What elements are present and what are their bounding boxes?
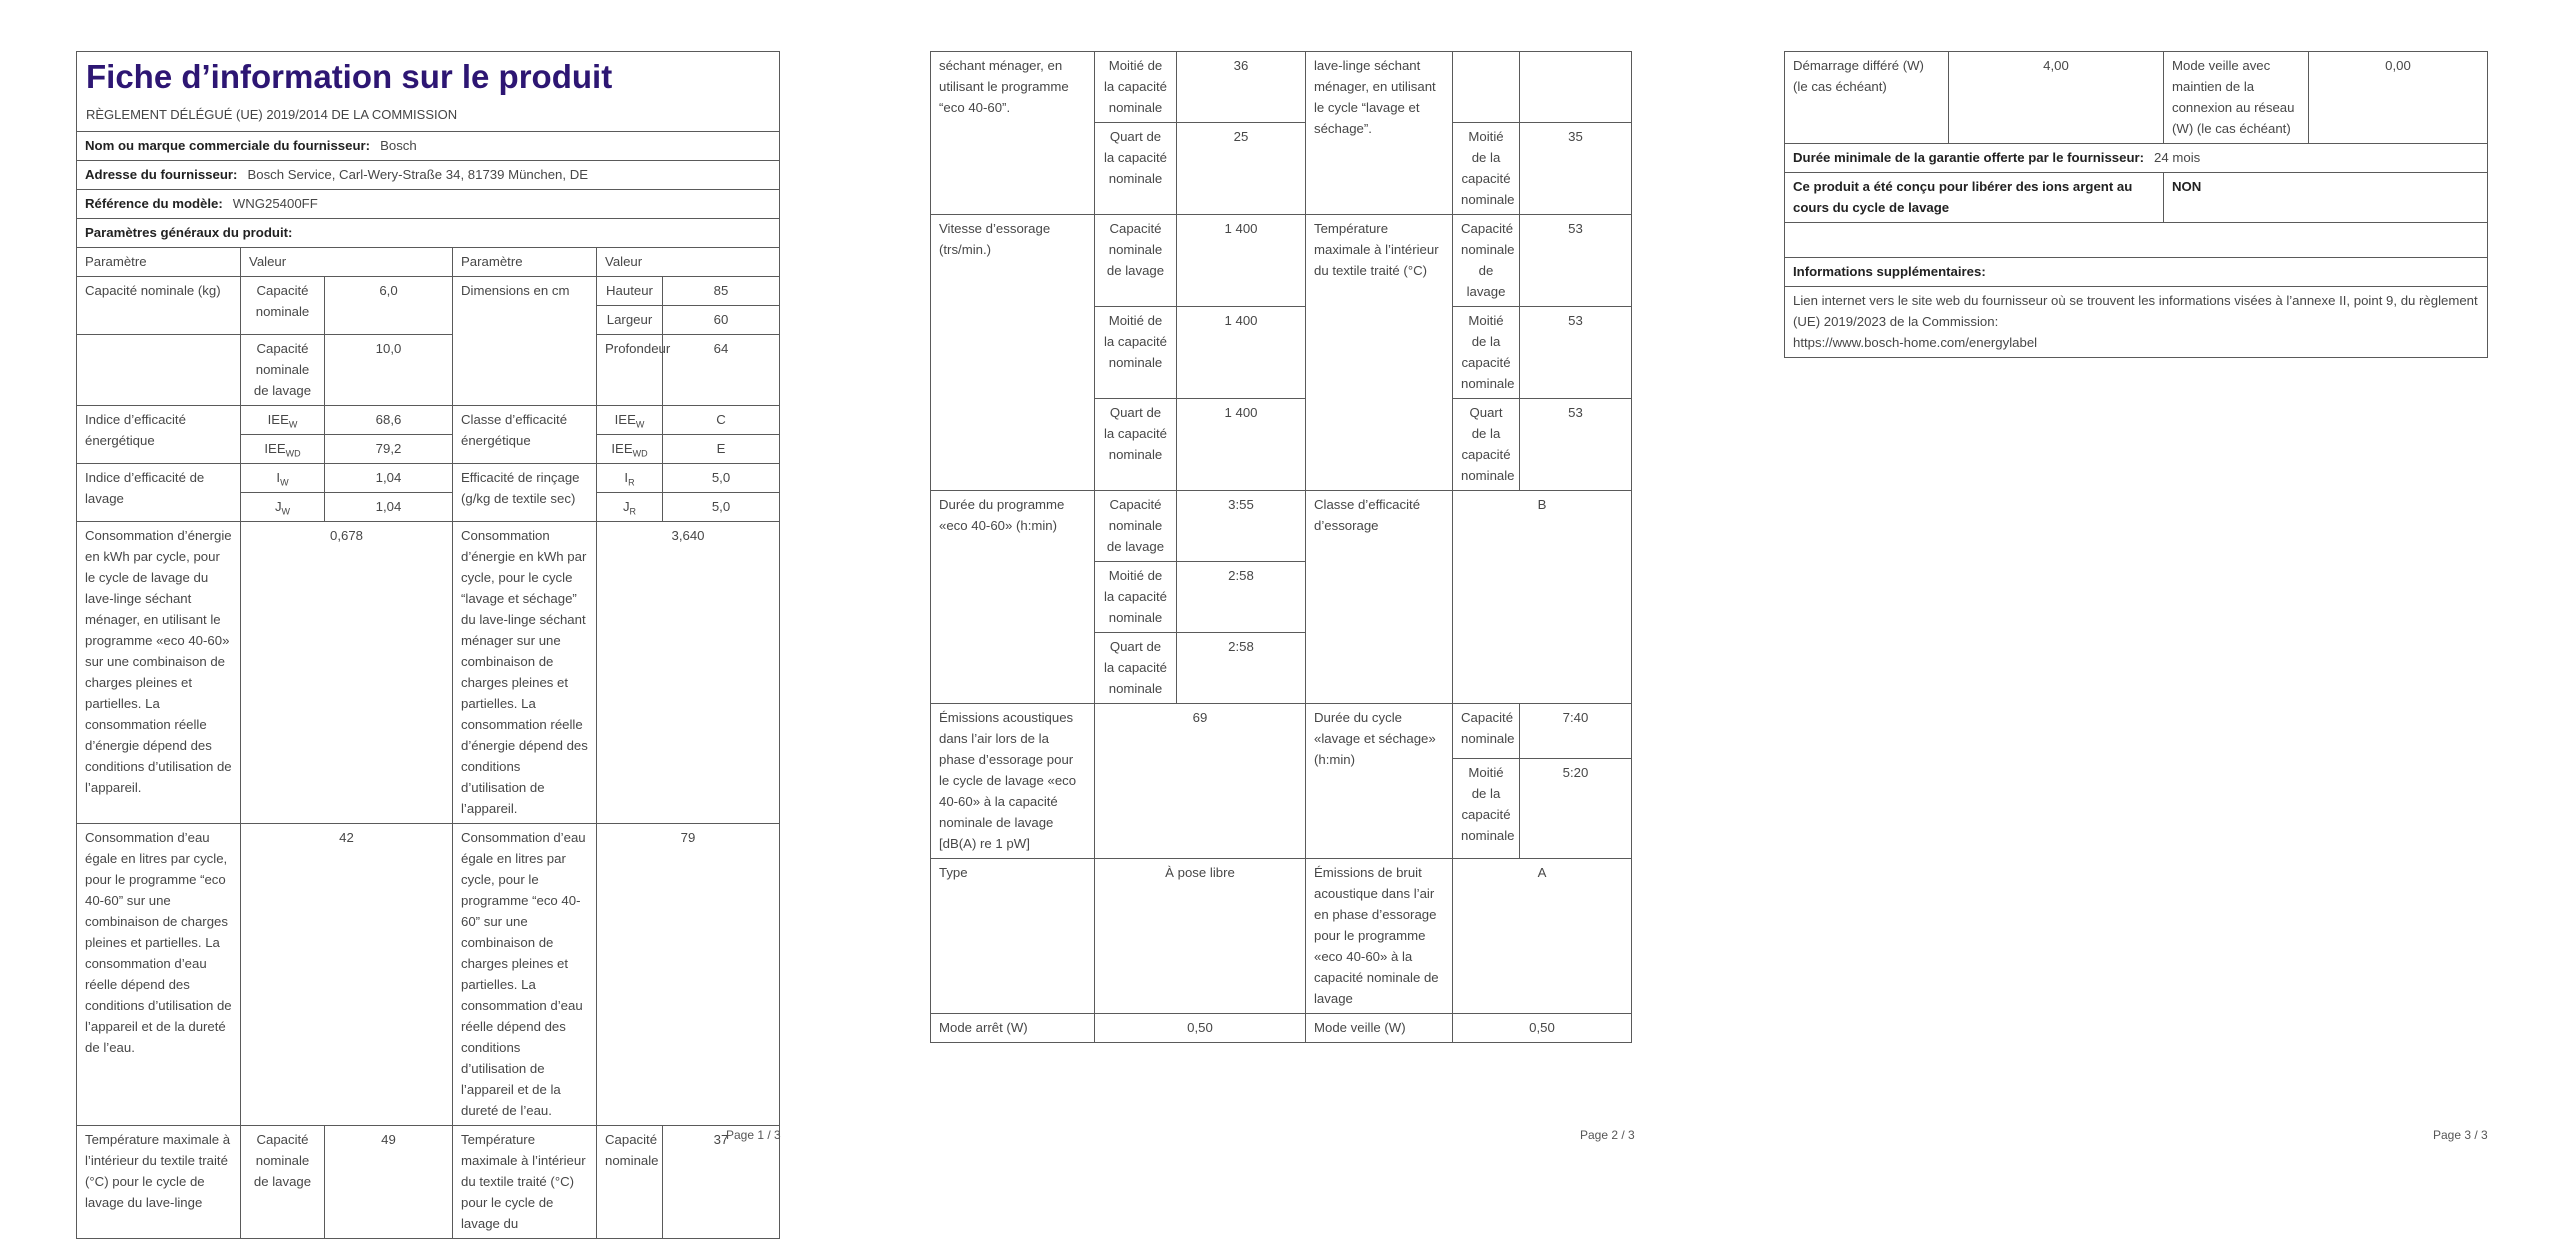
energy-w-value: 0,678 xyxy=(241,522,453,824)
rinse-i-symbol: $I_R$ xyxy=(597,464,663,493)
spin-cap-sub: Capacité nominale de lavage xyxy=(1095,215,1177,307)
off-mode-label: Mode arrêt (W) xyxy=(931,1014,1095,1043)
class-wd-symbol: $IEE_{WD}$ xyxy=(597,435,663,464)
class-w-symbol: $IEE_W$ xyxy=(597,406,663,435)
temp-wd-sub: Capacité nominale xyxy=(597,1126,663,1239)
temp-wd-half-value: 35 xyxy=(1520,123,1632,215)
noise-value: 69 xyxy=(1095,704,1306,859)
temp-wd-blank xyxy=(1453,52,1520,123)
link-description: Lien internet vers le site web du fournisseur où se trouvent les informations visées à l’annexe II, point 9, du règlement (UE) 2019/2023 de la Commission: xyxy=(1793,293,2478,329)
tmax-half-value: 53 xyxy=(1520,307,1632,399)
temp-wd-value: 37 xyxy=(663,1126,780,1239)
page-number-2: Page 2 / 3 xyxy=(1580,1128,1635,1142)
capacity-filler xyxy=(77,335,241,406)
spin-quarter-value: 1 400 xyxy=(1177,399,1306,491)
temp-w-sub: Capacité nominale de lavage xyxy=(241,1126,325,1239)
capacity-value-1: 6,0 xyxy=(325,277,453,335)
tmax-cap-value: 53 xyxy=(1520,215,1632,307)
noise-class-value: A xyxy=(1453,859,1632,1014)
spin-class-value: B xyxy=(1453,491,1632,704)
duration-label: Durée du programme «eco 40-60» (h:min) xyxy=(931,491,1095,704)
spin-half-sub: Moitié de la capacité nominale xyxy=(1095,307,1177,399)
page-1 xyxy=(0,0,850,1231)
duration-quarter-value: 2:58 xyxy=(1177,633,1306,704)
wash-j-value: 1,04 xyxy=(325,493,453,522)
address-label: Adresse du fournisseur: xyxy=(85,167,238,182)
temp-wd-cont-label: lave-linge séchant ménager, en utilisant le cycle “lavage et séchage”. xyxy=(1306,52,1453,215)
spin-quarter-sub: Quart de la capacité nominale xyxy=(1095,399,1177,491)
page-3-table xyxy=(1784,51,2488,358)
page-title: Fiche d’information sur le produit xyxy=(86,58,613,95)
temp-w-value: 49 xyxy=(325,1126,453,1239)
iee-w-value: 68,6 xyxy=(325,406,453,435)
wash-j-symbol: $J_W$ xyxy=(241,493,325,522)
blank-row xyxy=(1785,223,2488,258)
address-value: Bosch Service, Carl-Wery-Straße 34, 81739 München, DE xyxy=(247,167,589,182)
rinse-j-value: 5,0 xyxy=(663,493,780,522)
iee-wd-symbol: $IEE_{WD}$ xyxy=(241,435,325,464)
network-standby-value: 0,00 xyxy=(2309,52,2488,144)
supplier-value: Bosch xyxy=(380,138,417,153)
delay-start-value: 4,00 xyxy=(1949,52,2164,144)
page-1-table xyxy=(76,51,780,1239)
dim-depth-value: 64 xyxy=(663,335,780,406)
energy-class-label: Classe d’efficacité énergétique xyxy=(453,406,597,464)
warranty-label: Durée minimale de la garantie offerte par le fournisseur: xyxy=(1793,150,2145,165)
cycle-half-sub: Moitié de la capacité nominale xyxy=(1453,758,1520,858)
page-2 xyxy=(850,0,1700,1207)
temp-w-label: Température maximale à l’intérieur du textile traité (°C) pour le cycle de lavage du lave-linge xyxy=(77,1126,241,1239)
page-number-3: Page 3 / 3 xyxy=(2433,1128,2488,1142)
energy-wd-value: 3,640 xyxy=(597,522,780,824)
dim-height-value: 85 xyxy=(663,277,780,306)
model-label: Référence du modèle: xyxy=(85,196,223,211)
temp-half-sub: Moitié de la capacité nominale xyxy=(1095,52,1177,123)
additional-info-label: Informations supplémentaires: xyxy=(1785,258,2488,287)
noise-label: Émissions acoustiques dans l’air lors de la phase d’essorage pour le cycle de lavage «eco 40-60» à la capacité nominale de lavage [dB(A) re 1 pW] xyxy=(931,704,1095,859)
noise-class-label: Émissions de bruit acoustique dans l’air en phase d’essorage pour le programme «eco 40-60» à la capacité nominale de lavage xyxy=(1306,859,1453,1014)
silver-ions-label: Ce produit a été conçu pour libérer des ions argent au cours du cycle de lavage xyxy=(1785,173,2164,223)
col-header-value-2: Valeur xyxy=(597,248,780,277)
delay-start-label: Démarrage différé (W) (le cas échéant) xyxy=(1785,52,1949,144)
duration-quarter-sub: Quart de la capacité nominale xyxy=(1095,633,1177,704)
type-value: À pose libre xyxy=(1095,859,1306,1014)
duration-half-sub: Moitié de la capacité nominale xyxy=(1095,562,1177,633)
wash-i-symbol: $I_W$ xyxy=(241,464,325,493)
additional-info-cell xyxy=(1785,287,2488,358)
spin-speed-label: Vitesse d’essorage (trs/min.) xyxy=(931,215,1095,491)
tmax-label: Température maximale à l’intérieur du textile traité (°C) xyxy=(1306,215,1453,491)
dim-depth-label: Profondeur xyxy=(597,335,663,406)
iee-label: Indice d’efficacité énergétique xyxy=(77,406,241,464)
dimensions-label: Dimensions en cm xyxy=(453,277,597,406)
col-header-param: Paramètre xyxy=(77,248,241,277)
model-value: WNG25400FF xyxy=(232,196,318,211)
energy-w-label: Consommation d’énergie en kWh par cycle, pour le cycle de lavage du lave-linge séchant ménager, en utilisant le programme «eco 40-60» sur une combinaison de charges pleines et partielles. La consommation réelle d’énergie dépend des conditions d’utilisation de l’appareil. xyxy=(77,522,241,824)
spin-cap-value: 1 400 xyxy=(1177,215,1306,307)
standby-label: Mode veille (W) xyxy=(1306,1014,1453,1043)
temp-quarter-value: 25 xyxy=(1177,123,1306,215)
capacity-label: Capacité nominale (kg) xyxy=(77,277,241,335)
dim-width-label: Largeur xyxy=(597,306,663,335)
temp-wd-blank-val xyxy=(1520,52,1632,123)
col-header-value: Valeur xyxy=(241,248,453,277)
standby-value: 0,50 xyxy=(1453,1014,1632,1043)
temp-half-value: 36 xyxy=(1177,52,1306,123)
cycle-half-value: 5:20 xyxy=(1520,758,1632,858)
dim-width-value: 60 xyxy=(663,306,780,335)
supplier-row xyxy=(77,132,780,161)
model-row xyxy=(77,190,780,219)
iee-wd-value: 79,2 xyxy=(325,435,453,464)
temp-wd-label: Température maximale à l’intérieur du textile traité (°C) pour le cycle de lavage du xyxy=(453,1126,597,1239)
silver-ions-value: NON xyxy=(2164,173,2488,223)
supplier-label: Nom ou marque commerciale du fournisseur: xyxy=(85,138,371,153)
water-w-value: 42 xyxy=(241,824,453,1126)
page-2-table xyxy=(930,51,1632,1043)
tmax-quarter-value: 53 xyxy=(1520,399,1632,491)
col-header-param-2: Paramètre xyxy=(453,248,597,277)
header-block xyxy=(77,52,780,132)
duration-cap-value: 3:55 xyxy=(1177,491,1306,562)
energy-wd-label: Consommation d’énergie en kWh par cycle, pour le cycle “lavage et séchage” du lave-linge séchant ménager sur une combinaison de charges pleines et partielles. La consommation réelle d’énergie dépend des conditions d’utilisation de l’appareil. xyxy=(453,522,597,824)
class-wd-value: E xyxy=(663,435,780,464)
off-mode-value: 0,50 xyxy=(1095,1014,1306,1043)
iee-w-symbol: $IEE_W$ xyxy=(241,406,325,435)
water-w-label: Consommation d’eau égale en litres par cycle, pour le programme “eco 40-60” sur une combinaison de charges pleines et partielles. La consommation d’eau réelle dépend des conditions d’utilisation de l’appareil et de la dureté de l’eau. xyxy=(77,824,241,1126)
warranty-value: 24 mois xyxy=(2154,150,2201,165)
spin-class-label: Classe d’efficacité d’essorage xyxy=(1306,491,1453,704)
cycle-cap-value: 7:40 xyxy=(1520,704,1632,759)
rinse-j-symbol: $J_R$ xyxy=(597,493,663,522)
water-wd-label: Consommation d’eau égale en litres par cycle, pour le programme “eco 40-60” sur une combinaison de charges pleines et partielles. La consommation d’eau réelle dépend des conditions d’utilisation de l’appareil et de la dureté de l’eau. xyxy=(453,824,597,1126)
wash-efficiency-label: Indice d’efficacité de lavage xyxy=(77,464,241,522)
water-wd-value: 79 xyxy=(597,824,780,1126)
rinse-i-value: 5,0 xyxy=(663,464,780,493)
duration-cap-sub: Capacité nominale de lavage xyxy=(1095,491,1177,562)
temp-wd-half-sub: Moitié de la capacité nominale xyxy=(1453,123,1520,215)
tmax-half-sub: Moitié de la capacité nominale xyxy=(1453,307,1520,399)
supplier-link[interactable]: https://www.bosch-home.com/energylabel xyxy=(1793,335,2038,350)
spin-half-value: 1 400 xyxy=(1177,307,1306,399)
capacity-value-2: 10,0 xyxy=(325,335,453,406)
duration-half-value: 2:58 xyxy=(1177,562,1306,633)
tmax-cap-sub: Capacité nominale de lavage xyxy=(1453,215,1520,307)
rinse-efficiency-label: Efficacité de rinçage (g/kg de textile sec) xyxy=(453,464,597,522)
general-params-label: Paramètres généraux du produit: xyxy=(77,219,780,248)
type-label: Type xyxy=(931,859,1095,1014)
temp-cont-label: séchant ménager, en utilisant le programme “eco 40-60”. xyxy=(931,52,1095,215)
capacity-sub-2: Capacité nominale de lavage xyxy=(241,335,325,406)
cycle-duration-label: Durée du cycle «lavage et séchage» (h:min) xyxy=(1306,704,1453,859)
warranty-row xyxy=(1785,144,2488,173)
wash-i-value: 1,04 xyxy=(325,464,453,493)
page-number-1: Page 1 / 3 xyxy=(726,1128,781,1142)
address-row xyxy=(77,161,780,190)
regulation-subtitle: RÈGLEMENT DÉLÉGUÉ (UE) 2019/2014 DE LA COMMISSION xyxy=(86,107,458,122)
cycle-cap-sub: Capacité nominale xyxy=(1453,704,1520,759)
network-standby-label: Mode veille avec maintien de la connexion au réseau (W) (le cas échéant) xyxy=(2164,52,2309,144)
tmax-quarter-sub: Quart de la capacité nominale xyxy=(1453,399,1520,491)
capacity-sub-1: Capacité nominale xyxy=(241,277,325,335)
temp-quarter-sub: Quart de la capacité nominale xyxy=(1095,123,1177,215)
page-3 xyxy=(1700,0,2560,1207)
dim-height-label: Hauteur xyxy=(597,277,663,306)
class-w-value: C xyxy=(663,406,780,435)
